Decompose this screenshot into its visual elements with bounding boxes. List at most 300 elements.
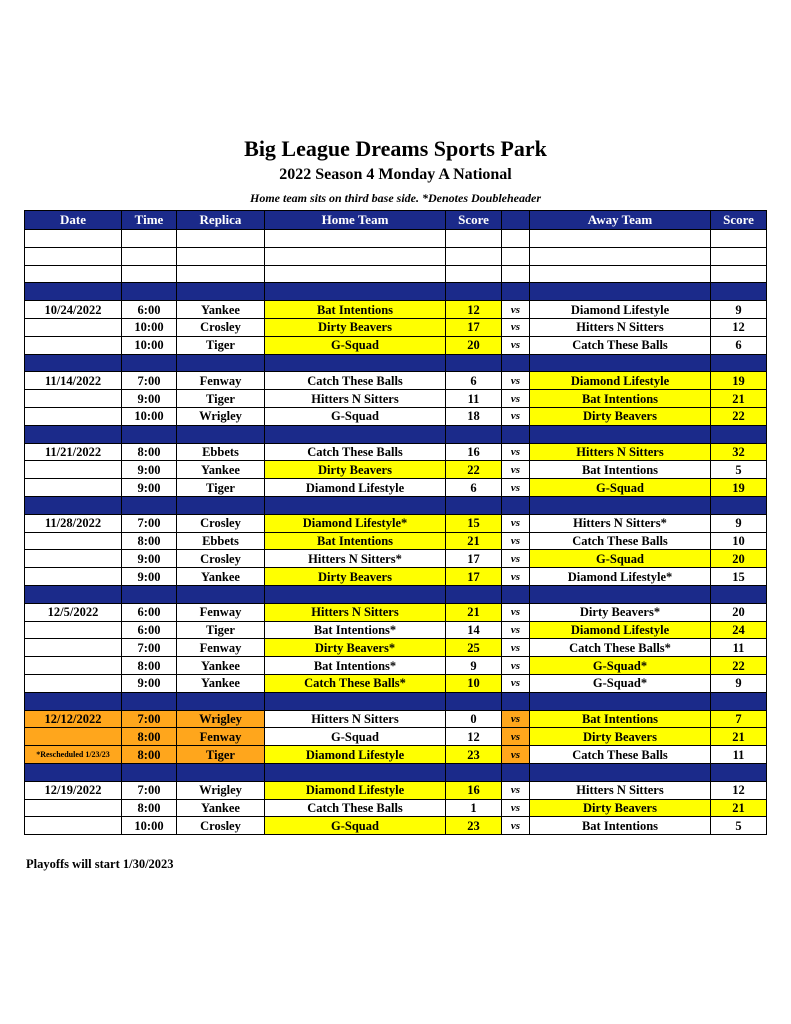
separator-cell: [502, 763, 530, 781]
away-team: Dirty Beavers*: [530, 603, 711, 621]
page-title: Big League Dreams Sports Park: [244, 136, 547, 161]
game-date: [25, 657, 122, 675]
away-score: 11: [711, 746, 767, 764]
away-team: Hitters N Sitters*: [530, 514, 711, 532]
vs-label: vs: [502, 407, 530, 425]
vs-label: vs: [502, 443, 530, 461]
away-team: Catch These Balls*: [530, 639, 711, 657]
separator-cell: [502, 354, 530, 372]
game-row: [25, 407, 767, 425]
game-date: [25, 817, 122, 835]
game-time: 10:00: [122, 817, 177, 835]
week-separator: [25, 692, 767, 710]
away-score: 9: [711, 674, 767, 692]
away-team: Diamond Lifestyle: [530, 621, 711, 639]
blank-cell: [122, 247, 177, 265]
blank-cell: [502, 265, 530, 283]
separator-cell: [122, 354, 177, 372]
col-away-team: Away Team: [530, 211, 711, 230]
separator-cell: [177, 585, 265, 603]
separator-cell: [25, 496, 122, 514]
blank-cell: [446, 230, 502, 248]
vs-label: vs: [502, 550, 530, 568]
separator-cell: [122, 763, 177, 781]
vs-label: vs: [502, 674, 530, 692]
game-row: [25, 799, 767, 817]
separator-cell: [446, 496, 502, 514]
blank-cell: [711, 247, 767, 265]
schedule-table: [24, 210, 767, 835]
home-team: Dirty Beavers: [265, 461, 446, 479]
away-score: 6: [711, 336, 767, 354]
away-score: 9: [711, 301, 767, 319]
separator-cell: [265, 496, 446, 514]
blank-cell: [530, 265, 711, 283]
game-row: [25, 461, 767, 479]
game-date: [25, 336, 122, 354]
game-row: [25, 603, 767, 621]
blank-row: [25, 230, 767, 248]
game-date: [25, 461, 122, 479]
game-time: 10:00: [122, 336, 177, 354]
separator-cell: [265, 283, 446, 301]
home-team: Catch These Balls: [265, 799, 446, 817]
separator-cell: [177, 692, 265, 710]
game-field: Wrigley: [177, 781, 265, 799]
away-score: 21: [711, 728, 767, 746]
separator-cell: [530, 354, 711, 372]
week-separator: [25, 763, 767, 781]
col-vs: [502, 211, 530, 230]
away-score: 32: [711, 443, 767, 461]
home-team: Diamond Lifestyle: [265, 479, 446, 497]
away-score: 11: [711, 639, 767, 657]
game-row: [25, 621, 767, 639]
separator-cell: [265, 692, 446, 710]
away-score: 9: [711, 514, 767, 532]
away-team: Dirty Beavers: [530, 799, 711, 817]
game-date: [25, 621, 122, 639]
away-score: 12: [711, 318, 767, 336]
home-score: 9: [446, 657, 502, 675]
away-team: Hitters N Sitters: [530, 781, 711, 799]
game-field: Tiger: [177, 336, 265, 354]
home-team: G-Squad: [265, 728, 446, 746]
away-team: G-Squad: [530, 479, 711, 497]
game-time: 9:00: [122, 568, 177, 586]
game-time: 9:00: [122, 674, 177, 692]
separator-cell: [502, 692, 530, 710]
blank-cell: [177, 265, 265, 283]
game-row: [25, 550, 767, 568]
vs-label: vs: [502, 728, 530, 746]
home-score: 20: [446, 336, 502, 354]
blank-cell: [711, 230, 767, 248]
away-score: 22: [711, 407, 767, 425]
separator-cell: [25, 692, 122, 710]
game-row: [25, 532, 767, 550]
home-team: G-Squad: [265, 336, 446, 354]
game-row: [25, 301, 767, 319]
separator-cell: [530, 585, 711, 603]
separator-cell: [25, 283, 122, 301]
game-date: 12/5/2022: [25, 603, 122, 621]
separator-cell: [711, 354, 767, 372]
vs-label: vs: [502, 301, 530, 319]
away-score: 10: [711, 532, 767, 550]
home-score: 23: [446, 746, 502, 764]
game-field: Fenway: [177, 603, 265, 621]
separator-cell: [177, 763, 265, 781]
away-team: Hitters N Sitters: [530, 318, 711, 336]
home-team: G-Squad: [265, 817, 446, 835]
game-date: 11/28/2022: [25, 514, 122, 532]
separator-cell: [122, 585, 177, 603]
game-field: Yankee: [177, 301, 265, 319]
away-team: Diamond Lifestyle*: [530, 568, 711, 586]
away-team: Dirty Beavers: [530, 407, 711, 425]
home-score: 11: [446, 390, 502, 408]
game-field: Crosley: [177, 817, 265, 835]
game-field: Tiger: [177, 621, 265, 639]
col-home-team: Home Team: [265, 211, 446, 230]
vs-label: vs: [502, 390, 530, 408]
blank-cell: [711, 265, 767, 283]
home-team: Catch These Balls*: [265, 674, 446, 692]
schedule-body: [25, 230, 767, 835]
game-time: 7:00: [122, 514, 177, 532]
separator-cell: [711, 763, 767, 781]
game-time: 8:00: [122, 799, 177, 817]
blank-cell: [446, 247, 502, 265]
vs-label: vs: [502, 799, 530, 817]
game-row: [25, 390, 767, 408]
game-time: 8:00: [122, 443, 177, 461]
game-field: Ebbets: [177, 443, 265, 461]
home-team: Bat Intentions*: [265, 621, 446, 639]
game-row: [25, 746, 767, 764]
separator-cell: [25, 585, 122, 603]
game-row: [25, 657, 767, 675]
away-score: 15: [711, 568, 767, 586]
away-team: Catch These Balls: [530, 746, 711, 764]
game-field: Fenway: [177, 639, 265, 657]
home-team: Dirty Beavers: [265, 318, 446, 336]
game-field: Yankee: [177, 674, 265, 692]
home-score: 6: [446, 372, 502, 390]
home-team: Hitters N Sitters: [265, 603, 446, 621]
game-time: 6:00: [122, 301, 177, 319]
separator-cell: [530, 283, 711, 301]
game-time: 6:00: [122, 621, 177, 639]
game-field: Crosley: [177, 550, 265, 568]
home-score: 21: [446, 532, 502, 550]
game-field: Crosley: [177, 318, 265, 336]
home-team: Hitters N Sitters: [265, 390, 446, 408]
separator-cell: [711, 496, 767, 514]
home-team: Catch These Balls: [265, 443, 446, 461]
game-field: Fenway: [177, 372, 265, 390]
game-time: 10:00: [122, 318, 177, 336]
game-row: [25, 514, 767, 532]
home-score: 21: [446, 603, 502, 621]
home-team: G-Squad: [265, 407, 446, 425]
away-team: Bat Intentions: [530, 710, 711, 728]
separator-cell: [446, 763, 502, 781]
game-time: 7:00: [122, 639, 177, 657]
game-field: Fenway: [177, 728, 265, 746]
game-date: [25, 532, 122, 550]
away-team: Bat Intentions: [530, 390, 711, 408]
away-score: 12: [711, 781, 767, 799]
separator-cell: [502, 585, 530, 603]
away-team: Dirty Beavers: [530, 728, 711, 746]
game-time: 8:00: [122, 657, 177, 675]
away-score: 7: [711, 710, 767, 728]
week-separator: [25, 585, 767, 603]
vs-label: vs: [502, 568, 530, 586]
separator-cell: [265, 585, 446, 603]
home-score: 16: [446, 781, 502, 799]
game-date: *Rescheduled 1/23/23: [25, 746, 122, 764]
game-row: [25, 318, 767, 336]
home-team: Diamond Lifestyle: [265, 746, 446, 764]
game-row: [25, 479, 767, 497]
separator-cell: [711, 692, 767, 710]
separator-cell: [265, 763, 446, 781]
home-score: 15: [446, 514, 502, 532]
blank-cell: [25, 265, 122, 283]
game-date: 12/19/2022: [25, 781, 122, 799]
game-row: [25, 443, 767, 461]
game-field: Wrigley: [177, 710, 265, 728]
separator-cell: [25, 763, 122, 781]
home-score: 1: [446, 799, 502, 817]
separator-cell: [502, 425, 530, 443]
vs-label: vs: [502, 817, 530, 835]
home-score: 17: [446, 550, 502, 568]
away-team: Bat Intentions: [530, 461, 711, 479]
col-date: Date: [25, 211, 122, 230]
home-team: Hitters N Sitters: [265, 710, 446, 728]
vs-label: vs: [502, 514, 530, 532]
separator-cell: [265, 425, 446, 443]
game-time: 9:00: [122, 550, 177, 568]
game-field: Yankee: [177, 461, 265, 479]
game-date: [25, 639, 122, 657]
game-date: [25, 799, 122, 817]
game-date: [25, 568, 122, 586]
col-home-score: Score: [446, 211, 502, 230]
game-time: 9:00: [122, 479, 177, 497]
game-row: [25, 710, 767, 728]
vs-label: vs: [502, 746, 530, 764]
game-time: 8:00: [122, 532, 177, 550]
separator-cell: [711, 585, 767, 603]
game-date: 12/12/2022: [25, 710, 122, 728]
blank-cell: [177, 230, 265, 248]
separator-cell: [265, 354, 446, 372]
vs-label: vs: [502, 621, 530, 639]
game-time: 7:00: [122, 372, 177, 390]
separator-cell: [446, 692, 502, 710]
away-score: 22: [711, 657, 767, 675]
blank-cell: [122, 265, 177, 283]
separator-cell: [711, 283, 767, 301]
separator-cell: [446, 354, 502, 372]
separator-cell: [502, 283, 530, 301]
blank-cell: [502, 230, 530, 248]
away-score: 24: [711, 621, 767, 639]
home-score: 25: [446, 639, 502, 657]
separator-cell: [177, 496, 265, 514]
game-date: [25, 318, 122, 336]
blank-cell: [122, 230, 177, 248]
week-separator: [25, 354, 767, 372]
separator-cell: [25, 354, 122, 372]
game-date: 11/21/2022: [25, 443, 122, 461]
game-field: Yankee: [177, 568, 265, 586]
home-team: Hitters N Sitters*: [265, 550, 446, 568]
game-field: Crosley: [177, 514, 265, 532]
game-time: 8:00: [122, 728, 177, 746]
vs-label: vs: [502, 336, 530, 354]
game-field: Yankee: [177, 799, 265, 817]
vs-label: vs: [502, 657, 530, 675]
away-team: Catch These Balls: [530, 532, 711, 550]
week-separator: [25, 425, 767, 443]
home-team: Diamond Lifestyle: [265, 781, 446, 799]
separator-cell: [177, 425, 265, 443]
away-score: 19: [711, 479, 767, 497]
vs-label: vs: [502, 639, 530, 657]
game-field: Tiger: [177, 746, 265, 764]
away-score: 5: [711, 817, 767, 835]
home-score: 12: [446, 728, 502, 746]
separator-cell: [446, 283, 502, 301]
col-away-score: Score: [711, 211, 767, 230]
separator-cell: [122, 425, 177, 443]
separator-cell: [25, 425, 122, 443]
separator-cell: [177, 283, 265, 301]
home-team: Catch These Balls: [265, 372, 446, 390]
game-field: Wrigley: [177, 407, 265, 425]
home-score: 17: [446, 568, 502, 586]
game-field: Yankee: [177, 657, 265, 675]
game-date: 10/24/2022: [25, 301, 122, 319]
game-row: [25, 728, 767, 746]
separator-cell: [530, 763, 711, 781]
vs-label: vs: [502, 603, 530, 621]
game-time: 7:00: [122, 781, 177, 799]
home-score: 0: [446, 710, 502, 728]
game-date: [25, 407, 122, 425]
blank-row: [25, 247, 767, 265]
away-score: 5: [711, 461, 767, 479]
game-row: [25, 781, 767, 799]
away-team: Catch These Balls: [530, 336, 711, 354]
home-score: 16: [446, 443, 502, 461]
page-subtitle: 2022 Season 4 Monday A National: [279, 166, 512, 183]
away-team: Bat Intentions: [530, 817, 711, 835]
blank-cell: [530, 247, 711, 265]
game-date: [25, 550, 122, 568]
blank-cell: [25, 247, 122, 265]
game-row: [25, 817, 767, 835]
home-score: 12: [446, 301, 502, 319]
vs-label: vs: [502, 710, 530, 728]
home-score: 18: [446, 407, 502, 425]
blank-cell: [265, 230, 446, 248]
separator-cell: [530, 692, 711, 710]
game-row: [25, 674, 767, 692]
home-team-note: Home team sits on third base side. *Denotes Doubleheader: [250, 191, 541, 205]
away-score: 19: [711, 372, 767, 390]
game-time: 8:00: [122, 746, 177, 764]
vs-label: vs: [502, 781, 530, 799]
home-team: Dirty Beavers: [265, 568, 446, 586]
blank-cell: [502, 247, 530, 265]
game-row: [25, 336, 767, 354]
blank-cell: [25, 230, 122, 248]
separator-cell: [122, 496, 177, 514]
home-team: Dirty Beavers*: [265, 639, 446, 657]
away-team: Diamond Lifestyle: [530, 301, 711, 319]
game-time: 7:00: [122, 710, 177, 728]
away-team: Hitters N Sitters: [530, 443, 711, 461]
separator-cell: [177, 354, 265, 372]
game-date: [25, 674, 122, 692]
away-team: G-Squad: [530, 550, 711, 568]
separator-cell: [446, 585, 502, 603]
game-date: [25, 479, 122, 497]
blank-row: [25, 265, 767, 283]
game-time: 6:00: [122, 603, 177, 621]
home-score: 14: [446, 621, 502, 639]
away-score: 20: [711, 603, 767, 621]
week-separator: [25, 496, 767, 514]
separator-cell: [711, 425, 767, 443]
playoffs-note: Playoffs will start 1/30/2023: [26, 857, 174, 871]
away-score: 21: [711, 390, 767, 408]
home-team: Bat Intentions: [265, 532, 446, 550]
blank-cell: [265, 247, 446, 265]
game-field: Tiger: [177, 479, 265, 497]
away-team: G-Squad*: [530, 674, 711, 692]
vs-label: vs: [502, 479, 530, 497]
game-field: Tiger: [177, 390, 265, 408]
away-score: 21: [711, 799, 767, 817]
away-score: 20: [711, 550, 767, 568]
game-time: 9:00: [122, 390, 177, 408]
game-time: 9:00: [122, 461, 177, 479]
col-time: Time: [122, 211, 177, 230]
away-team: G-Squad*: [530, 657, 711, 675]
vs-label: vs: [502, 372, 530, 390]
separator-cell: [122, 283, 177, 301]
separator-cell: [446, 425, 502, 443]
home-score: 17: [446, 318, 502, 336]
blank-cell: [446, 265, 502, 283]
separator-cell: [530, 425, 711, 443]
home-score: 22: [446, 461, 502, 479]
game-date: 11/14/2022: [25, 372, 122, 390]
home-team: Bat Intentions: [265, 301, 446, 319]
separator-cell: [502, 496, 530, 514]
week-separator: [25, 283, 767, 301]
separator-cell: [122, 692, 177, 710]
blank-cell: [177, 247, 265, 265]
